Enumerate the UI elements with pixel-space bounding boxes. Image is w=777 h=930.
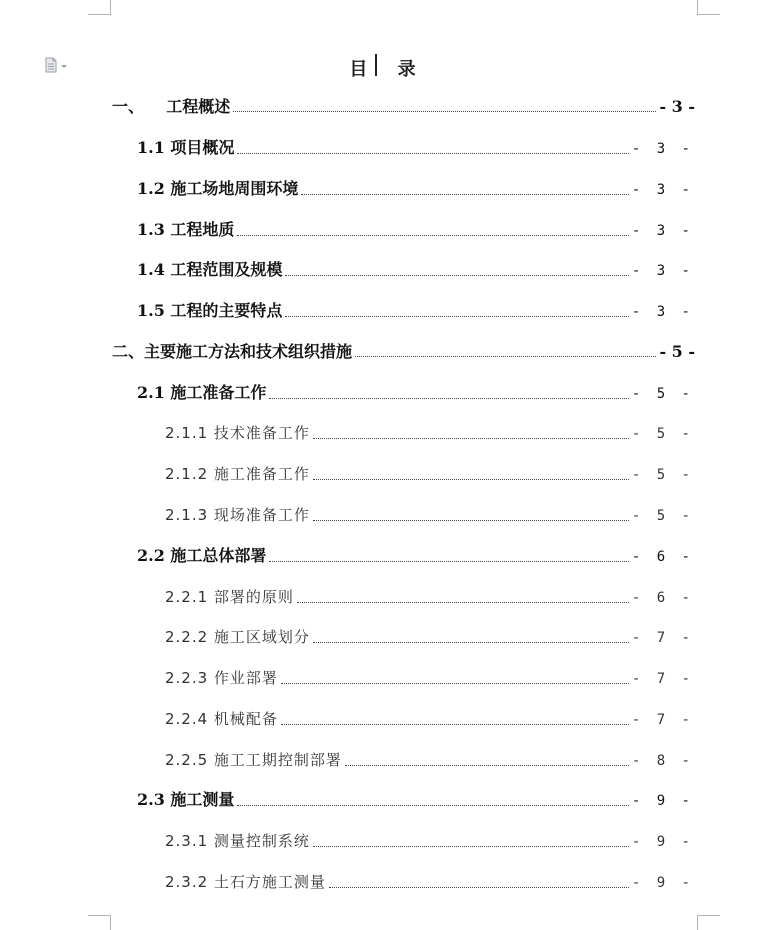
toc-leader	[233, 110, 656, 112]
toc-leader	[237, 152, 628, 154]
toc-entry-text: 2.1.2 施工准备工作	[165, 465, 310, 483]
toc-entry-page: - 9 -	[631, 875, 694, 891]
toc-entry[interactable]	[165, 421, 694, 445]
toc-leader	[313, 437, 629, 439]
toc-entry[interactable]	[165, 666, 694, 690]
crop-mark-top-right	[697, 0, 720, 15]
toc-entry-page: - 5 -	[631, 467, 694, 483]
toc-entry-page: - 3 -	[631, 223, 694, 239]
toc-entry[interactable]	[165, 585, 694, 609]
toc-leader	[329, 886, 629, 888]
toc-entry-page: - 3 -	[631, 263, 694, 279]
toc-entry-page: - 9 -	[631, 793, 694, 809]
toc-leader	[281, 723, 629, 725]
toc-entry-page: - 5 -	[631, 426, 694, 442]
toc-entry[interactable]	[137, 544, 694, 568]
toc-entry-text: 2.2.1 部署的原则	[165, 588, 294, 606]
toc-leader	[313, 845, 629, 847]
toc-leader	[345, 764, 629, 766]
crop-mark-bottom-right	[697, 915, 720, 930]
toc-entry-text: 1.3 工程地质	[137, 220, 235, 239]
toc-entry-page: - 6 -	[631, 590, 694, 606]
toc-entry[interactable]	[165, 748, 694, 772]
toc-entry-text: 2.2.5 施工工期控制部署	[165, 751, 342, 769]
toc-entry[interactable]	[165, 707, 694, 731]
toc-entry-text: 2.3.2 土石方施工测量	[165, 873, 326, 891]
toc-entry[interactable]	[165, 462, 694, 486]
toc-leader	[269, 560, 628, 562]
toc-entry[interactable]	[112, 95, 695, 119]
toc-leader	[301, 193, 628, 195]
toc-leader	[313, 478, 629, 480]
toc-leader	[313, 519, 629, 521]
toc-entry-text: 1.4 工程范围及规模	[137, 260, 283, 279]
toc-leader	[355, 355, 656, 357]
toc-entry-text: 1.2 施工场地周围环境	[137, 179, 299, 198]
toc-entry-text: 2.3.1 测量控制系统	[165, 832, 310, 850]
toc-entry-text: 2.2.4 机械配备	[165, 710, 278, 728]
toc-entry-page: - 7 -	[631, 630, 694, 646]
toc-entry[interactable]	[137, 177, 694, 201]
toc-leader	[297, 601, 629, 603]
toc-entry-text: 2.1.1 技术准备工作	[165, 424, 310, 442]
toc-entry[interactable]	[165, 625, 694, 649]
toc-entry-page: - 9 -	[631, 834, 694, 850]
toc-entry-page: - 6 -	[631, 549, 694, 565]
toc-entry[interactable]	[137, 381, 694, 405]
toc-entry[interactable]	[137, 136, 694, 160]
toc-entry-page: - 3 -	[659, 97, 695, 116]
toc-title: 目 录	[349, 59, 428, 80]
toc-leader	[313, 641, 629, 643]
toc-leader	[269, 397, 628, 399]
toc-entry-page: - 7 -	[631, 712, 694, 728]
toc-entry-page: - 8 -	[631, 753, 694, 769]
toc-entry[interactable]	[137, 218, 694, 242]
toc-entry-text: 二、主要施工方法和技术组织措施	[112, 342, 353, 361]
crop-mark-bottom-left	[88, 915, 111, 930]
toc-entry-text: 2.2 施工总体部署	[137, 546, 267, 565]
toc-leader	[285, 315, 628, 317]
toc-leader	[237, 804, 628, 806]
toc-entry-text: 2.1.3 现场准备工作	[165, 506, 310, 524]
toc-entry-text: 一、 工程概述	[112, 97, 231, 116]
toc-leader	[237, 234, 628, 236]
toc-entry-text: 2.2.2 施工区域划分	[165, 628, 310, 646]
toc-entry-page: - 3 -	[631, 304, 694, 320]
toc-entry[interactable]	[165, 829, 694, 853]
toc-entry-text: 2.2.3 作业部署	[165, 669, 278, 687]
toc-leader	[285, 274, 628, 276]
toc-entry-text: 1.1 项目概况	[137, 138, 235, 157]
toc-entry-page: - 7 -	[631, 671, 694, 687]
toc-entry-page: - 3 -	[631, 141, 694, 157]
toc-entry-page: - 5 -	[631, 508, 694, 524]
crop-mark-top-left	[88, 0, 111, 15]
toc-entry-text: 2.3 施工测量	[137, 790, 235, 809]
toc-entry-text: 2.1 施工准备工作	[137, 383, 267, 402]
toc-entry-page: - 3 -	[631, 182, 694, 198]
toc-entry[interactable]	[137, 788, 694, 812]
toc-entry[interactable]	[137, 258, 694, 282]
toc-entry-text: 1.5 工程的主要特点	[137, 301, 283, 320]
toc-leader	[281, 682, 629, 684]
toc-entry[interactable]	[165, 870, 694, 894]
toc-entry[interactable]	[165, 503, 694, 527]
toc-entry[interactable]	[137, 299, 694, 323]
toc-entry[interactable]	[112, 340, 695, 364]
toc-entry-page: - 5 -	[659, 342, 695, 361]
toc-entry-page: - 5 -	[631, 386, 694, 402]
